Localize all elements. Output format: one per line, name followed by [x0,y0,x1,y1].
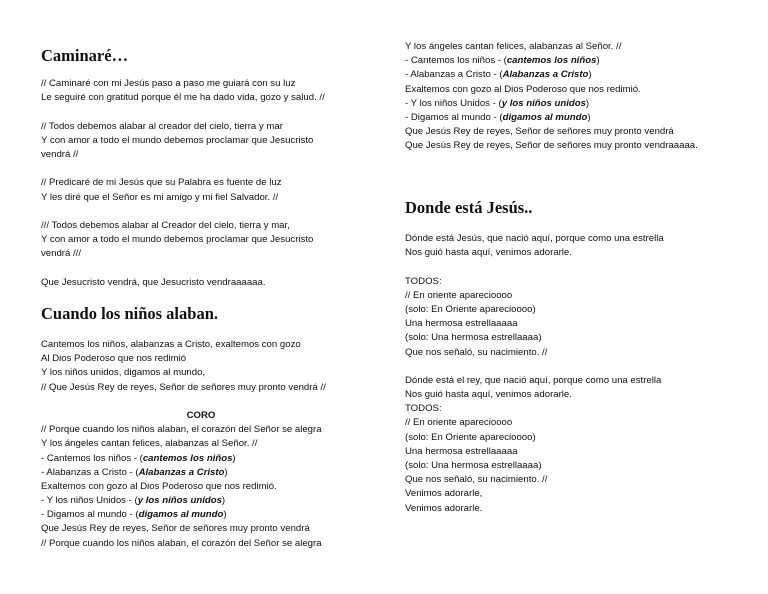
song-lyrics-caminare [41,77,325,290]
lyric-line [41,261,325,275]
lyric-line: - Cantemos los niños - (cantemos los niños) [41,452,236,464]
lyric-line: // Porque cuando los niños alaban, el corazón del Señor se alegra [41,537,322,549]
lyric-line: (solo: Una hermosa estrellaaaa) [405,460,542,471]
lyric-line: Al Dios Poderoso que nos redimió [41,353,187,365]
lyric-line: Le seguiré con gratitud porque él me ha dado vida, gozo y salud. // [41,92,325,104]
lyric-line: - Alabanzas a Cristo - (Alabanzas a Cristo) [41,466,228,478]
lyric-line: Dónde está el rey, que nació aquí, porque como una estrella [405,374,662,386]
lyric-line: Nos guió hasta aquí, venimos adorarle. [405,389,572,401]
lyric-line: Dónde está Jesús, que nació aquí, porque como una estrella [405,233,664,244]
lyric-line: - Digamos al mundo - (digamos al mundo) [41,509,227,521]
lyric-line: (solo: En Oriente aparecioooo) [405,303,536,315]
lyric-line: TODOS: [405,275,442,287]
lyric-line: // Porque cuando los niños alaban, el corazón del Señor se alegra [41,424,322,436]
spacer [41,395,361,409]
lyric-line: (solo: En Oriente aparecioooo) [405,431,536,443]
lyric-line: Que nos señaló, su nacimiento. // [405,474,548,486]
lyric-line: - Cantemos los niños - (cantemos los niños) [405,55,600,67]
lyric-line [41,205,325,219]
lyric-line: Que Jesús Rey de reyes, Señor de señores muy pronto vendraaaaa. [405,140,698,152]
song-title-caminare: Caminaré… [41,46,129,65]
lyric-line: Venimos adorarle. [405,502,483,514]
song-lyrics-continuation [405,40,698,154]
lyric-line: vendrá // [41,148,79,160]
song-lyrics-donde-esta-jesus [405,232,664,516]
lyric-line [41,162,325,176]
lyric-line: Exaltemos con gozo al Dios Poderoso que nos redimió. [405,83,641,95]
lyric-line: // Que Jesús Rey de reyes, Señor de señores muy pronto vendrá // [41,381,326,393]
lyric-line: // Todos debemos alabar al creador del cielo, tierra y mar [41,120,283,132]
lyric-line: // En oriente aparecioooo [405,417,513,429]
lyric-line [405,260,664,274]
lyric-line: - Digamos al mundo - (digamos al mundo) [405,111,591,123]
lyric-line: Que nos señaló, su nacimiento. // [405,346,548,358]
song-lyrics-cuando-los-ninos [41,338,361,551]
song-title-cuando-los-ninos: Cuando los niños alaban. [41,304,218,323]
lyric-line: Que Jesús Rey de reyes, Señor de señores muy pronto vendrá [405,126,674,138]
lyric-line: Exaltemos con gozo al Dios Poderoso que nos redimió. [41,480,277,492]
lyric-line: (solo: Una hermosa estrellaaaa) [405,332,542,344]
lyric-line: - Y los niños Unidos - (y los niños unidos) [405,97,590,109]
lyric-line: Y con amor a todo el mundo debemos proclamar que Jesucristo [41,134,314,146]
lyric-line [41,105,325,119]
lyric-line: TODOS: [405,403,442,415]
lyric-line: Que Jesucristo vendrá, que Jesucristo vendraaaaaa. [41,276,266,288]
lyric-line: Y los ángeles cantan felices, alabanzas al Señor. // [405,41,622,52]
lyric-line: Y los ángeles cantan felices, alabanzas al Señor. // [41,438,258,450]
lyric-line: vendrá /// [41,248,81,260]
coro-label: CORO [186,409,216,421]
lyric-line: Una hermosa estrellaaaaa [405,318,518,330]
lyric-line: - Alabanzas a Cristo - (Alabanzas a Cristo) [405,69,592,81]
lyric-line: Que Jesús Rey de reyes, Señor de señores muy pronto vendrá [41,523,310,535]
lyric-line: Nos guió hasta aquí, venimos adorarle. [405,247,572,259]
lyric-line: Y les diré que el Señor es mi amigo y mi fiel Salvador. // [41,191,279,203]
lyric-line: Y con amor a todo el mundo debemos proclamar que Jesucristo [41,234,314,246]
lyric-line: Cantemos los niños, alabanzas a Cristo, exaltemos con gozo [41,339,301,350]
lyric-line: - Y los niños Unidos - (y los niños unidos) [41,495,226,507]
lyric-line: // Predicaré de mi Jesús que su Palabra es fuente de luz [41,177,282,189]
lyric-line: // En oriente aparecioooo [405,289,513,301]
lyric-line: Y los niños unidos, digamos al mundo, [41,367,206,379]
lyric-line: // Caminaré con mi Jesús paso a paso me guiará con su luz [41,78,296,89]
song-title-donde-esta-jesus: Donde está Jesús.. [405,198,533,217]
lyric-line: Venimos adorarle, [405,488,483,500]
lyric-line [405,360,664,374]
lyric-line: /// Todos debemos alabar al Creador del cielo, tierra y mar, [41,219,290,231]
lyric-line: Una hermosa estrellaaaaa [405,445,518,457]
